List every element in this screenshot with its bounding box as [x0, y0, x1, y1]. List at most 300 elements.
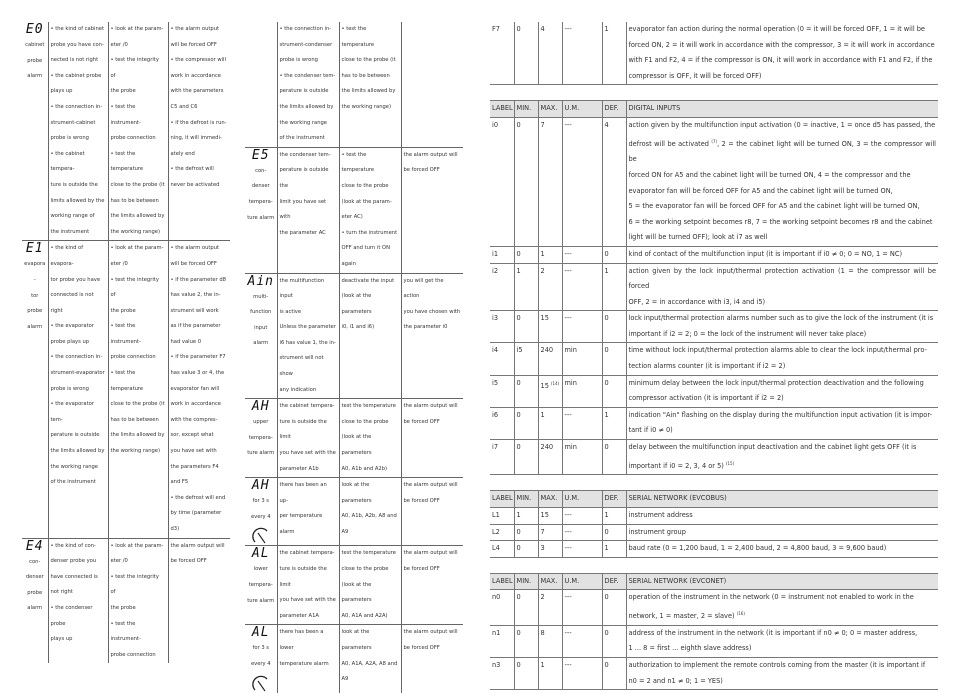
parameter-min: 0: [514, 590, 538, 625]
alarm-remedy-line: • test the temperature: [341, 151, 375, 174]
alarm-remedies-cell: [339, 22, 401, 147]
alarm-remedy-line: has to be between: [110, 416, 159, 423]
alarm-remedy-line: deactivate the input: [341, 277, 395, 284]
parameter-table-f7: [490, 22, 938, 85]
alarm-code-cell: [245, 22, 277, 147]
alarm-remedies-cell: [339, 399, 401, 478]
alarm-remedy-line: eter /0: [110, 41, 128, 48]
alarm-cause-line: parameter A1b: [279, 465, 319, 472]
parameter-description: [626, 246, 938, 263]
alarm-causes-cell: [277, 399, 339, 478]
alarm-cause-line: • the connection in-: [279, 26, 332, 32]
parameter-um: ---: [562, 22, 602, 85]
alarm-cause-line: the limits allowed by: [50, 448, 105, 455]
alarm-cause-line: • the kind of con-: [50, 542, 96, 549]
alarm-code-description: con-: [255, 167, 267, 174]
parameter-max: 7: [538, 117, 562, 246]
parameter-um: ---: [562, 524, 602, 541]
header-label: LABEL: [490, 101, 514, 118]
alarm-code: E5: [251, 147, 270, 163]
parameter-min: 0: [514, 657, 538, 689]
alarm-consequence-line: C5 and C6: [170, 103, 198, 110]
parameter-description-line: operation of the instrument in the network (0 = instrument not enabled to work in the: [628, 593, 914, 602]
alarm-remedy-line: A0, A1A, A2A, A8 and: [341, 660, 398, 667]
alarm-row: [245, 625, 463, 693]
alarm-cause-line: the limits allowed by: [279, 103, 334, 110]
header-um: U.M.: [562, 101, 602, 118]
alarm-code-cell: [245, 273, 277, 399]
parameter-um: ---: [562, 263, 602, 311]
parameter-um: ---: [562, 590, 602, 625]
alarm-remedy-line: • test the temperature: [110, 370, 144, 392]
parameter-um: ---: [562, 311, 602, 343]
parameter-min: 0: [514, 117, 538, 246]
alarm-code-description: cabinet: [25, 42, 45, 48]
alarm-consequence-line: has value 3 or 4, the: [170, 370, 225, 377]
alarm-cause-line: the multifunction input: [279, 277, 325, 300]
alarm-code-description: for 3 s: [252, 498, 269, 505]
parameter-label: i7: [490, 440, 514, 475]
alarm-cause-line: have connected is: [50, 573, 98, 580]
alarm-consequence-line: • the alarm output: [170, 26, 220, 32]
alarm-remedy-line: • look at the param-: [110, 542, 164, 549]
alarm-remedy-line: again: [341, 260, 356, 267]
parameter-def: 0: [602, 590, 626, 625]
alarm-remedies-cell: [339, 478, 401, 546]
alarm-code-description: tor probe: [27, 292, 43, 315]
parameter-label: F7: [490, 22, 514, 85]
alarm-consequence-line: the alarm output will: [403, 629, 458, 636]
parameter-def: 4: [602, 117, 626, 246]
alarm-consequence-line: be forced OFF: [403, 644, 440, 651]
alarm-consequence-line: evaporator fan will: [170, 385, 220, 392]
parameter-description-line: indication "Ain" flashing on the display during the multifunction input activation (it is impor-: [628, 410, 933, 419]
alarm-consequence-line: be forced OFF: [403, 418, 440, 425]
parameter-description-line: 5 = the evaporator fan will be forced OFF for A5 and the cabinet light will be turned ON,: [628, 202, 920, 211]
alarm-cause-line: probe plays up: [50, 338, 90, 345]
alarm-remedy-line: the working range): [341, 103, 391, 110]
parameter-row: [490, 117, 938, 246]
parameter-description-line: important if i0 = 2, 3, 4 or 5) $^{(15)}$: [628, 460, 735, 470]
alarm-code-description: alarm: [27, 73, 43, 80]
alarm-code-cell: [245, 625, 277, 693]
parameter-um: ---: [562, 657, 602, 689]
alarm-consequence-line: the alarm output will: [403, 151, 458, 158]
alarm-remedy-line: (look at the parameters: [341, 293, 372, 315]
header-title: SERIAL NETWORK (EVCONET): [626, 573, 938, 590]
table-spacer: [490, 558, 938, 573]
alarm-code-description: input: [254, 324, 268, 331]
alarm-consequence-line: by time (parameter: [170, 510, 222, 517]
alarm-code: AL: [251, 625, 270, 641]
alarm-cause-line: • the cabinet probe: [50, 72, 102, 79]
alarm-cause-line: the condenser tem-: [279, 151, 331, 158]
parameter-um: ---: [562, 625, 602, 657]
parameter-label: L1: [490, 508, 514, 525]
alarm-cause-line: you have set with the: [279, 597, 336, 604]
parameter-label: i6: [490, 407, 514, 439]
alarm-remedy-line: A9: [341, 676, 349, 683]
alarm-consequence-line: work in accordance: [170, 401, 221, 408]
alarm-remedy-line: • turn the instrument: [341, 229, 398, 236]
alarm-code-description: con-: [29, 558, 41, 565]
alarm-consequence-line: • if the parameter d8: [170, 276, 226, 283]
alarm-table-middle: [245, 22, 463, 693]
alarm-code-cell: [245, 399, 277, 478]
alarm-row: [22, 22, 230, 241]
alarm-remedy-line: the probe: [110, 604, 136, 611]
parameter-max: 1: [538, 407, 562, 439]
alarm-consequence-line: you will get the action: [403, 277, 444, 300]
header-min: MIN.: [514, 491, 538, 508]
parameter-description-line: time without lock input/thermal protection alarms able to clear the lock input/thermal pro-: [628, 346, 927, 355]
alarm-remedies-cell: [108, 241, 168, 538]
parameter-min: 0: [514, 524, 538, 541]
parameter-description-line: delay between the multifunction input deactivation and the cabinet light gets OFF (it is: [628, 443, 917, 452]
parameter-description: [626, 343, 938, 375]
parameter-description-line: action given by the lock input/thermal protection activation (1 = the compressor will be forced: [628, 266, 936, 291]
parameter-min: 0: [514, 407, 538, 439]
parameter-max: 8: [538, 625, 562, 657]
alarm-consequence-line: • if the parameter F7: [170, 354, 226, 361]
header-title: SERIAL NETWORK (EVCOBUS): [626, 491, 938, 508]
alarm-cause-line: denser probe you: [50, 558, 97, 565]
parameter-description-line: OFF, 2 = in accordance with i3, i4 and i5): [628, 297, 766, 306]
parameter-description: [626, 625, 938, 657]
alarm-cause-line: probe is wrong: [279, 57, 318, 64]
parameter-max: 15: [538, 311, 562, 343]
alarm-remedy-line: close to the probe: [341, 182, 389, 189]
alarm-cause-line: ture is outside the: [50, 181, 98, 188]
alarm-consequence-line: be forced OFF: [403, 497, 440, 504]
alarm-cause-line: of the instrument: [279, 135, 325, 142]
alarm-consequences-cell: [401, 273, 463, 399]
parameter-table-header: [490, 101, 938, 118]
alarm-cause-line: probe is wrong: [50, 385, 89, 392]
parameter-min: 0: [514, 311, 538, 343]
alarm-cause-line: there has been a lower: [279, 629, 324, 651]
parameter-description: [626, 311, 938, 343]
parameter-row: [490, 541, 938, 558]
alarm-remedy-line: (look at the param-: [341, 198, 392, 205]
alarm-consequence-line: work in accordance: [170, 72, 221, 79]
alarm-consequence-line: you have chosen with: [403, 308, 461, 315]
alarm-code-description: lower: [253, 566, 268, 573]
header-max: MAX.: [538, 491, 562, 508]
parameter-max: 4: [538, 22, 562, 85]
parameter-def: 0: [602, 311, 626, 343]
alarm-consequences-cell: [401, 147, 463, 273]
alarm-remedy-line: look at the parameters: [341, 629, 372, 651]
alarm-remedy-line: eter /0: [110, 260, 128, 267]
alarm-remedies-cell: [339, 546, 401, 625]
alarm-consequence-line: ately end: [170, 150, 195, 157]
alarm-remedy-line: OFF and turn it ON: [341, 245, 390, 252]
parameter-um: min: [562, 375, 602, 407]
alarm-consequence-line: d3): [170, 526, 180, 532]
alarm-remedies-cell: [339, 147, 401, 273]
alarm-remedy-line: the working range): [110, 448, 160, 455]
alarm-cause-line: strument-condenser: [279, 41, 333, 48]
alarm-cause-line: nected is not right: [50, 57, 99, 64]
alarm-code-description: for 3 s: [252, 645, 269, 652]
header-max: MAX.: [538, 573, 562, 590]
alarm-cause-line: • the connection in-: [50, 103, 103, 110]
alarm-table: [22, 22, 230, 663]
parameter-min: 0: [514, 22, 538, 85]
parameter-description: [626, 263, 938, 311]
alarm-remedies-cell: [339, 625, 401, 693]
alarm-code-description: function: [250, 309, 272, 316]
parameter-row: [490, 508, 938, 525]
alarm-cause-line: ture is outside the limit: [279, 418, 327, 441]
alarm-causes-cell: [48, 241, 108, 538]
parameter-label: i0: [490, 117, 514, 246]
parameter-row: [490, 590, 938, 625]
parameter-um: min: [562, 343, 602, 375]
alarm-consequence-line: ning, it will immedi-: [170, 135, 222, 142]
parameter-description: [626, 375, 938, 407]
alarm-cause-line: of the instrument: [50, 479, 96, 486]
parameter-description-line: kind of contact of the multifunction input (it is important if i0 ≠ 0; 0 = NO, 1 = NC): [628, 249, 903, 258]
alarm-cause-line: the cabinet tempera-: [279, 403, 335, 410]
alarm-remedy-line: eter AC): [341, 214, 363, 221]
alarm-cause-line: is active: [279, 308, 302, 315]
alarm-consequences-cell: [401, 478, 463, 546]
flashing-gauge-icon: [252, 675, 270, 693]
parameter-um: ---: [562, 117, 602, 246]
flashing-gauge-icon: [252, 527, 270, 545]
parameter-description-line: light will be turned OFF); look at i7 as well: [628, 233, 768, 242]
alarm-code-description: evapora-: [24, 261, 46, 283]
parameter-def: 0: [602, 343, 626, 375]
alarm-causes-cell: [277, 546, 339, 625]
parameter-description-line: evaporator fan will be forced OFF for A5 and the cabinet light will be turned ON,: [628, 186, 893, 195]
alarm-remedies-cell: [108, 538, 168, 663]
alarm-code: AH: [251, 399, 270, 415]
parameter-description: [626, 590, 938, 625]
alarm-consequence-line: the alarm output will: [403, 550, 458, 557]
alarm-consequence-line: • the alarm output: [170, 245, 220, 252]
alarm-remedy-line: • test the integrity of: [110, 57, 159, 79]
alarm-consequences-cell: [401, 546, 463, 625]
footnote-mark: (7): [711, 138, 718, 144]
parameter-row: [490, 657, 938, 689]
alarm-remedy-line: • look at the param-: [110, 245, 164, 252]
alarm-remedy-line: the limits allowed by: [341, 88, 396, 95]
alarm-consequence-line: • the defrost will end: [170, 494, 226, 501]
alarm-causes-cell: [277, 147, 339, 273]
alarm-consequences-cell: [168, 241, 230, 538]
parameter-def: 0: [602, 524, 626, 541]
header-title: DIGITAL INPUTS: [626, 101, 938, 118]
alarm-cause-line: right: [50, 307, 63, 314]
parameter-max: 240: [538, 440, 562, 475]
alarm-consequence-line: will be forced OFF: [170, 41, 217, 48]
parameter-label: L4: [490, 541, 514, 558]
parameter-max: 15: [538, 508, 562, 525]
alarm-cause-line: • the connection in-: [50, 354, 103, 361]
alarm-consequence-line: with the parameters: [170, 88, 224, 95]
alarm-consequence-line: the parameter i0: [403, 324, 448, 331]
alarm-remedy-line: the probe: [110, 88, 136, 95]
parameter-label: i1: [490, 246, 514, 263]
alarm-code-description: tempera-: [248, 582, 273, 588]
alarm-code: AL: [251, 546, 270, 562]
alarm-consequence-line: • the defrost will: [170, 166, 214, 173]
parameter-description-line: forced ON, 2 = it will work in accordance with the compressor, 3 = it will work in accordance: [628, 40, 935, 49]
alarm-code-cell: [22, 241, 48, 538]
alarm-remedy-line: probe connection: [110, 135, 156, 142]
alarm-row: [245, 399, 463, 478]
alarm-cause-line: perature is outside: [279, 88, 329, 95]
alarm-consequences-cell: [168, 22, 230, 241]
alarm-remedy-line: the limits allowed by: [110, 213, 165, 220]
parameter-min: 0: [514, 541, 538, 558]
parameter-min: 1: [514, 508, 538, 525]
alarm-cause-line: parameter A1A: [279, 612, 319, 619]
parameter-label: n3: [490, 657, 514, 689]
parameter-description-line: with F1 and F2, 4 = if the compressor is ON, it will work in accordance with F1 and F2, if the: [628, 56, 933, 65]
alarm-cause-line: • the kind of cabinet: [50, 26, 104, 32]
alarm-code-cell: [245, 478, 277, 546]
parameter-min: 0: [514, 375, 538, 407]
parameter-row: [490, 343, 938, 375]
alarm-remedy-line: test the temperature: [341, 403, 396, 410]
alarm-remedy-line: test the temperature: [341, 550, 396, 557]
alarm-remedy-line: the probe: [110, 307, 136, 314]
alarm-cause-line: i6 has value 1, the in-: [279, 339, 336, 346]
alarm-remedy-line: • test the instrument-: [110, 103, 141, 126]
alarm-remedy-line: the limits allowed by: [110, 432, 165, 439]
parameter-description: [626, 440, 938, 475]
alarm-remedies-cell: [339, 273, 401, 399]
alarm-causes-cell: [277, 22, 339, 147]
alarm-cause-line: strument-evaporator: [50, 370, 105, 377]
parameter-def: 1: [602, 541, 626, 558]
alarm-consequence-line: the parameters F4: [170, 463, 219, 470]
parameter-description-line: defrost will be activated $^{(7)}$, 2 = the cabinet light will be turned ON, 3 = the compressor will be: [628, 138, 936, 164]
alarm-remedy-line: A0, A1A and A2A): [341, 612, 388, 619]
alarm-remedy-line: • test the instrument-: [110, 323, 141, 345]
alarm-row: [22, 538, 230, 663]
alarm-remedy-line: close to the probe: [341, 418, 389, 425]
header-um: U.M.: [562, 491, 602, 508]
parameter-max: 1: [538, 246, 562, 263]
alarm-cause-line: connected is not: [50, 292, 94, 299]
header-label: LABEL: [490, 573, 514, 590]
table-spacer: [490, 85, 938, 100]
alarm-consequence-line: • if the defrost is run-: [170, 119, 227, 126]
alarm-code-description: upper: [253, 419, 269, 426]
alarm-code-description: every 4: [250, 660, 271, 667]
alarm-remedy-line: i0, i1 and i6): [341, 324, 375, 331]
parameter-description: [626, 508, 938, 525]
footnote-mark: (14): [551, 380, 560, 386]
parameter-min: 0: [514, 246, 538, 263]
parameter-def: 1: [602, 407, 626, 439]
parameter-max: 1: [538, 657, 562, 689]
alarm-code-description: multi-: [253, 293, 269, 300]
alarm-table: [245, 22, 463, 693]
alarm-consequences-cell: [401, 625, 463, 693]
header-um: U.M.: [562, 573, 602, 590]
alarm-consequence-line: strument will work: [170, 307, 219, 314]
alarm-remedy-line: (look at the parameters: [341, 434, 372, 457]
alarm-cause-line: plays up: [50, 88, 73, 95]
alarm-cause-line: working range of: [50, 213, 95, 220]
parameter-description-line: lock input/thermal protection alarms number such as to give the lock of the instrument (it is: [628, 314, 934, 323]
alarm-cause-line: per temperature alarm: [279, 513, 323, 535]
parameter-description-line: n0 = 2 and n1 ≠ 0; 1 = YES): [628, 676, 723, 685]
alarm-code-description: denser: [251, 183, 270, 190]
alarm-code: Ain: [247, 273, 274, 289]
parameter-label: i3: [490, 311, 514, 343]
alarm-remedy-line: close to the probe: [341, 566, 389, 572]
parameter-def: 0: [602, 375, 626, 407]
alarm-consequence-line: and F5: [170, 479, 189, 486]
parameter-row: [490, 625, 938, 657]
header-min: MIN.: [514, 573, 538, 590]
alarm-remedies-cell: [108, 22, 168, 241]
alarm-consequence-line: be forced OFF: [170, 558, 207, 565]
alarm-row: [22, 241, 230, 538]
parameter-max: 3: [538, 541, 562, 558]
alarm-table-left: [22, 22, 230, 663]
parameter-max: 2: [538, 590, 562, 625]
parameter-description: [626, 117, 938, 246]
alarm-remedy-line: • test the instrument-: [110, 620, 141, 643]
alarm-consequence-line: has value 2, the in-: [170, 292, 221, 299]
alarm-remedy-line: • look at the param-: [110, 26, 164, 32]
alarm-causes-cell: [277, 478, 339, 546]
alarm-causes-cell: [277, 625, 339, 693]
alarm-code-cell: [22, 22, 48, 241]
table-spacer: [490, 475, 938, 490]
alarm-cause-line: the working range: [50, 463, 98, 470]
alarm-remedy-line: close to the probe (it: [341, 57, 396, 64]
parameter-label: i5: [490, 375, 514, 407]
parameter-max: 15 $^{(14)}$: [538, 375, 562, 407]
alarm-remedy-line: (look at the parameters: [341, 581, 372, 604]
alarm-remedy-line: has to be between: [110, 197, 159, 204]
header-max: MAX.: [538, 101, 562, 118]
alarm-code-description: tempera-: [248, 198, 273, 205]
alarm-cause-line: ture is outside the limit: [279, 566, 327, 588]
parameter-table-header: [490, 491, 938, 508]
parameter-description-line: 6 = the working setpoint becomes r8, 7 = the working setpoint becomes r8 and the cabinet: [628, 217, 933, 226]
alarm-cause-line: the working range: [279, 119, 327, 126]
alarm-remedy-line: has to be between: [341, 72, 390, 79]
alarm-code-description: every 4: [250, 513, 271, 520]
alarm-remedy-line: probe connection: [110, 651, 156, 658]
parameter-table: [490, 100, 938, 475]
parameter-description-line: address of the instrument in the network (it is important if n0 ≠ 0; 0 = master address,: [628, 628, 918, 637]
alarm-code: E1: [25, 241, 44, 257]
parameter-row: [490, 524, 938, 541]
parameter-description-line: tant if i0 ≠ 0): [628, 426, 673, 435]
parameter-um: ---: [562, 246, 602, 263]
alarm-consequence-line: never be activated: [170, 181, 220, 188]
header-min: MIN.: [514, 101, 538, 118]
parameter-row: [490, 22, 938, 85]
parameter-description-line: evaporator fan action during the normal operation (0 = it will be forced OFF, 1 = it will be: [628, 25, 925, 33]
alarm-cause-line: • the evaporator tem-: [50, 401, 94, 423]
alarm-cause-line: • the cabinet tempera-: [50, 150, 85, 173]
parameter-min: 0: [514, 440, 538, 475]
alarm-row: [245, 273, 463, 399]
parameter-um: ---: [562, 541, 602, 558]
